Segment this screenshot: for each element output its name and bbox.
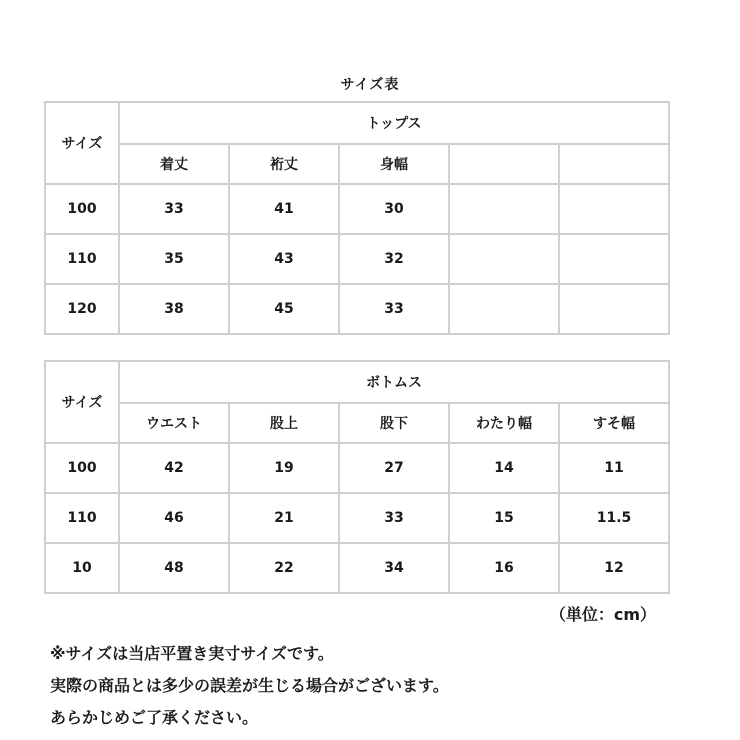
table-row xyxy=(45,184,669,234)
column-header: 着丈 xyxy=(119,144,229,184)
value-cell: 46 xyxy=(119,493,229,543)
size-cell: 120 xyxy=(45,284,119,334)
size-header: サイズ xyxy=(45,361,119,443)
size-cell: 100 xyxy=(45,184,119,234)
column-header xyxy=(449,144,559,184)
unit-label: （単位：cm） xyxy=(549,605,656,624)
value-cell: 27 xyxy=(339,443,449,493)
column-header: 股上 xyxy=(229,403,339,443)
table-row xyxy=(45,284,669,334)
value-cell: 41 xyxy=(229,184,339,234)
value-cell xyxy=(559,234,669,284)
value-cell xyxy=(449,284,559,334)
column-header: 股下 xyxy=(339,403,449,443)
value-cell: 22 xyxy=(229,543,339,593)
size-cell: 10 xyxy=(45,543,119,593)
value-cell: 35 xyxy=(119,234,229,284)
note-line: 実際の商品とは多少の誤差が生じる場合がございます。 xyxy=(50,676,449,695)
value-cell: 21 xyxy=(229,493,339,543)
value-cell: 15 xyxy=(449,493,559,543)
column-header: 身幅 xyxy=(339,144,449,184)
tops-group-header: トップス xyxy=(119,102,669,144)
column-header: 裄丈 xyxy=(229,144,339,184)
table-row xyxy=(45,234,669,284)
value-cell: 16 xyxy=(449,543,559,593)
value-cell: 12 xyxy=(559,543,669,593)
tops-size-table xyxy=(44,101,670,335)
value-cell: 42 xyxy=(119,443,229,493)
column-header: すそ幅 xyxy=(559,403,669,443)
value-cell xyxy=(559,284,669,334)
value-cell xyxy=(559,184,669,234)
value-cell: 32 xyxy=(339,234,449,284)
size-cell: 110 xyxy=(45,234,119,284)
value-cell: 45 xyxy=(229,284,339,334)
table-row xyxy=(45,543,669,593)
value-cell: 11 xyxy=(559,443,669,493)
page-title: サイズ表 xyxy=(340,77,400,93)
notes xyxy=(50,638,449,734)
value-cell: 38 xyxy=(119,284,229,334)
column-header xyxy=(559,144,669,184)
bottoms-size-table xyxy=(44,360,670,594)
value-cell: 48 xyxy=(119,543,229,593)
value-cell: 14 xyxy=(449,443,559,493)
value-cell: 43 xyxy=(229,234,339,284)
value-cell xyxy=(449,234,559,284)
value-cell: 33 xyxy=(119,184,229,234)
value-cell: 19 xyxy=(229,443,339,493)
column-header: わたり幅 xyxy=(449,403,559,443)
bottoms-group-header: ボトムス xyxy=(119,361,669,403)
size-cell: 100 xyxy=(45,443,119,493)
value-cell xyxy=(449,184,559,234)
note-line: ※サイズは当店平置き実寸サイズです。 xyxy=(50,644,334,663)
note-line: あらかじめご了承ください。 xyxy=(50,708,259,727)
table-row xyxy=(45,493,669,543)
value-cell: 33 xyxy=(339,493,449,543)
size-cell: 110 xyxy=(45,493,119,543)
table-row xyxy=(45,443,669,493)
column-header: ウエスト xyxy=(119,403,229,443)
size-header: サイズ xyxy=(45,102,119,184)
value-cell: 11.5 xyxy=(559,493,669,543)
value-cell: 34 xyxy=(339,543,449,593)
value-cell: 33 xyxy=(339,284,449,334)
value-cell: 30 xyxy=(339,184,449,234)
